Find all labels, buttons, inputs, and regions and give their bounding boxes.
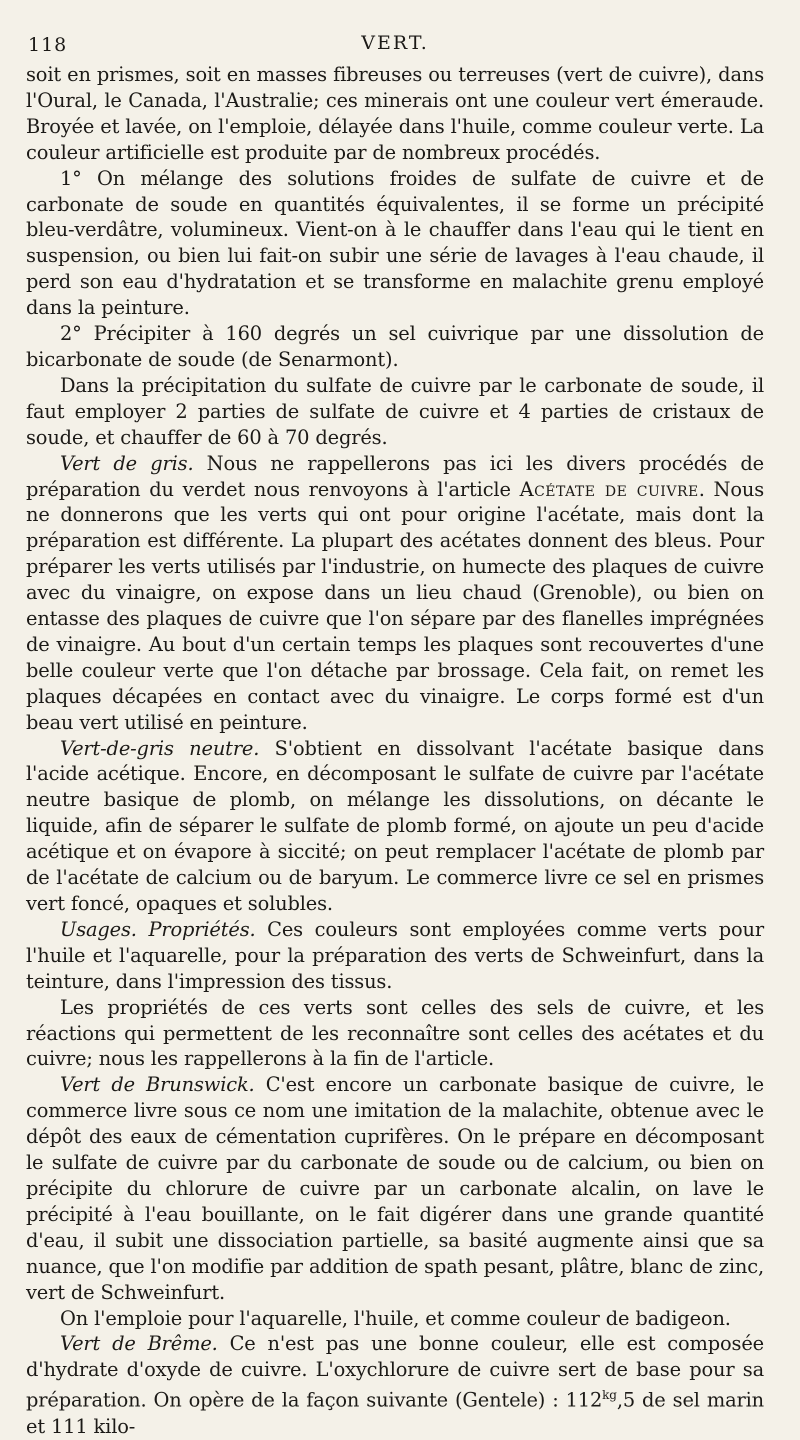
section-lead: Vert-de-gris neutre. <box>60 736 260 760</box>
paragraph-method-2: 2° Précipiter à 160 degrés un sel cuivrique par une dissolution de bicarbonate de soude (de Senarmont). <box>26 322 764 371</box>
page-header <box>26 22 764 62</box>
unit-superscript: kg <box>602 1388 617 1403</box>
paragraph-method-1: 1° On mélange des solutions froides de sulfate de cuivre et de carbonate de soude en quantités équivalentes, il se forme un précipité bleu-verdâtre, volumineux. Vient-on à le chauffer dans l'eau qui le tient en suspension, ou bien lui fait-on subir une série de lavages à l'eau chaude, il perd son eau d'hydratation et se transforme en malachite grenu employé dans la peinture. <box>26 166 764 320</box>
paragraph-vert-de-breme: Vert de Brême. Ce n'est pas une bonne couleur, elle est composée d'hydrate d'oxyde de cuivre. L'oxychlorure de cuivre sert de base pour sa préparation. On opère de la façon suivante (Gentele) : $112^{kg},5$ de sel marin et 111 kilo- <box>26 1332 765 1438</box>
cross-reference: Acétate de cuivre <box>519 477 699 501</box>
paragraph-emploi: On l'emploie pour l'aquarelle, l'huile, et comme couleur de badigeon. <box>60 1306 731 1330</box>
section-lead: Vert de gris. <box>60 451 194 475</box>
running-title: VERT. <box>361 32 429 54</box>
paragraph-vert-de-gris-neutre: Vert-de-gris neutre. S'obtient en dissolvant l'acétate basique dans l'acide acétique. Encore, en décomposant le sulfate de cuivre par l'acétate neutre basique de plomb, on mélange les dissolutions, on décante le liquide, afin de séparer le sulfate de plomb formé, on ajoute un peu d'acide acétique et on évapore à siccité; on peut remplacer l'acétate de plomb par de l'acétate de calcium ou de baryum. Le commerce livre ce sel en prismes vert foncé, opaques et solubles. <box>26 736 765 915</box>
page-body <box>26 62 764 1440</box>
paragraph-proprietes: Les propriétés de ces verts sont celles des sels de cuivre, et les réactions qui permettent de les reconnaître sont celles des acétates et du cuivre; nous les rappellerons à la fin de l'article. <box>26 995 764 1071</box>
paragraph-usages: Usages. Propriétés. Ces couleurs sont employées comme verts pour l'huile et l'aquarelle, pour la préparation des verts de Schweinfurt, dans la teinture, dans l'impression des tissus. <box>26 917 764 993</box>
page-number: 118 <box>28 34 68 56</box>
paragraph-oural: soit en prismes, soit en masses fibreuses ou terreuses (vert de cuivre), dans l'Oural, le Canada, l'Australie; ces minerais ont une couleur vert émeraude. Broyée et lavée, on l'emploie, délayée dans l'huile, comme couleur verte. La couleur artificielle est produite par de nombreux procédés. <box>26 63 764 164</box>
section-lead: Vert de Brême. <box>60 1332 218 1356</box>
paragraph-vert-de-brunswick: Vert de Brunswick. C'est encore un carbonate basique de cuivre, le commerce livre sous ce nom une imitation de la malachite, obtenue avec le dépôt des eaux de cémentation cuprifères. On le prépare en décomposant le sulfate de cuivre par du carbonate de soude ou de calcium, ou bien on précipite du chlorure de cuivre par un carbonate alcalin, on lave le précipité à l'eau bouillante, on le fait digérer dans une grande quantité d'eau, il subit une dissociation partielle, sa basité augmente ainsi que sa nuance, que l'on modifie par addition de spath pesant, plâtre, blanc de zinc, vert de Schweinfurt. <box>26 1073 764 1304</box>
paragraph-precipitation: Dans la précipitation du sulfate de cuivre par le carbonate de soude, il faut employer 2 parties de sulfate de cuivre et 4 parties de cristaux de soude, et chauffer de 60 à 70 degrés. <box>26 373 764 449</box>
paragraph-vert-de-gris: Vert de gris. Nous ne rappellerons pas ici les divers procédés de préparation du verdet nous renvoyons à l'article Acétate de cuivre. Nous ne donnerons que les verts qui ont pour origine l'acétate, mais dont la préparation est différente. La plupart des acétates donnent des bleus. Pour préparer les verts utilisés par l'industrie, on humecte des plaques de cuivre avec du vinaigre, on expose dans un lieu chaud (Grenoble), ou bien on entasse des plaques de cuivre que l'on sépare par des flanelles imprégnées de vinaigre. Au bout d'un certain temps les plaques sont recouvertes d'une belle couleur verte que l'on détache par brossage. Cela fait, on remet les plaques décapées en contact avec du vinaigre. Le corps formé est d'un beau vert utilisé en peinture. <box>26 451 764 734</box>
section-lead: Usages. Propriétés. <box>60 917 256 941</box>
section-lead: Vert de Brunswick. <box>60 1073 255 1097</box>
